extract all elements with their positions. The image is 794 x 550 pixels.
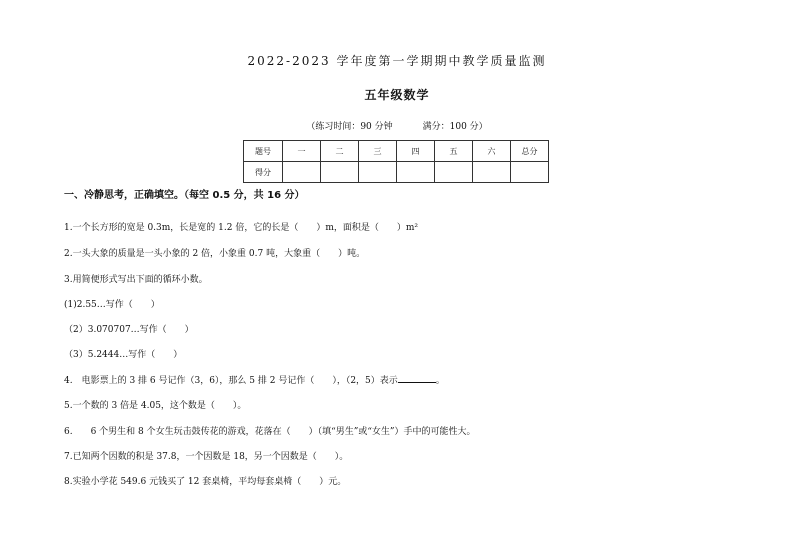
score-table — [243, 140, 549, 183]
question-6: 6. 6 个男生和 8 个女生玩击鼓传花的游戏，花落在（ ）（填“男生”或“女生”）手中的可能性大。 — [64, 427, 476, 437]
question-3-2: （2）3.070707…写作（ ） — [64, 325, 194, 335]
score-cell: 得分 — [244, 162, 283, 183]
question-3-1: (1)2.55…写作（ ） — [64, 300, 160, 310]
score-input-cell[interactable] — [321, 162, 359, 183]
question-8: 8.实验小学花 549.6 元钱买了 12 套桌椅，平均每套桌椅（ ）元。 — [64, 477, 347, 487]
score-cell: 一 — [283, 141, 321, 162]
question-4-text: 4. 电影票上的 3 排 6 号记作（3，6），那么 5 排 2 号记作（ ），（2，5）表示 — [64, 376, 398, 386]
score-cell: 题号 — [244, 141, 283, 162]
score-input-cell[interactable] — [435, 162, 473, 183]
score-cell: 三 — [359, 141, 397, 162]
score-table-header-row — [244, 141, 549, 162]
question-2: 2.一头大象的质量是一头小象的 2 倍，小象重 0.7 吨，大象重（ ）吨。 — [64, 249, 366, 259]
question-1: 1.一个长方形的宽是 0.3m，长是宽的 1.2 倍，它的长是（ ）m，面积是（ ）m² — [64, 223, 419, 233]
question-7: 7.已知两个因数的积是 37.8，一个因数是 18，另一个因数是（ ）。 — [64, 452, 349, 462]
question-4-end: 。 — [435, 376, 445, 386]
question-3-3: （3）5.2444…写作（ ） — [64, 350, 183, 360]
score-input-cell[interactable] — [473, 162, 511, 183]
exam-meta — [0, 119, 794, 132]
score-input-cell[interactable] — [397, 162, 435, 183]
score-cell: 总分 — [511, 141, 549, 162]
time-limit: （练习时间：90 分钟 — [306, 122, 393, 132]
answer-blank[interactable] — [398, 374, 436, 383]
score-table-score-row — [244, 162, 549, 183]
question-3: 3.用简便形式写出下面的循环小数。 — [64, 275, 208, 285]
score-cell: 五 — [435, 141, 473, 162]
exam-title: 2022-2023 学年度第一学期期中教学质量监测 — [247, 54, 547, 68]
score-input-cell[interactable] — [283, 162, 321, 183]
score-cell: 四 — [397, 141, 435, 162]
full-score: 满分：100 分） — [422, 122, 488, 132]
question-4 — [64, 373, 445, 386]
score-cell: 二 — [321, 141, 359, 162]
exam-subtitle: 五年级数学 — [364, 88, 430, 102]
score-input-cell[interactable] — [511, 162, 549, 183]
section-heading: 一、冷静思考，正确填空。（每空 0.5 分，共 16 分） — [64, 190, 305, 201]
score-cell: 六 — [473, 141, 511, 162]
question-5: 5.一个数的 3 倍是 4.05，这个数是（ ）。 — [64, 401, 247, 411]
score-input-cell[interactable] — [359, 162, 397, 183]
